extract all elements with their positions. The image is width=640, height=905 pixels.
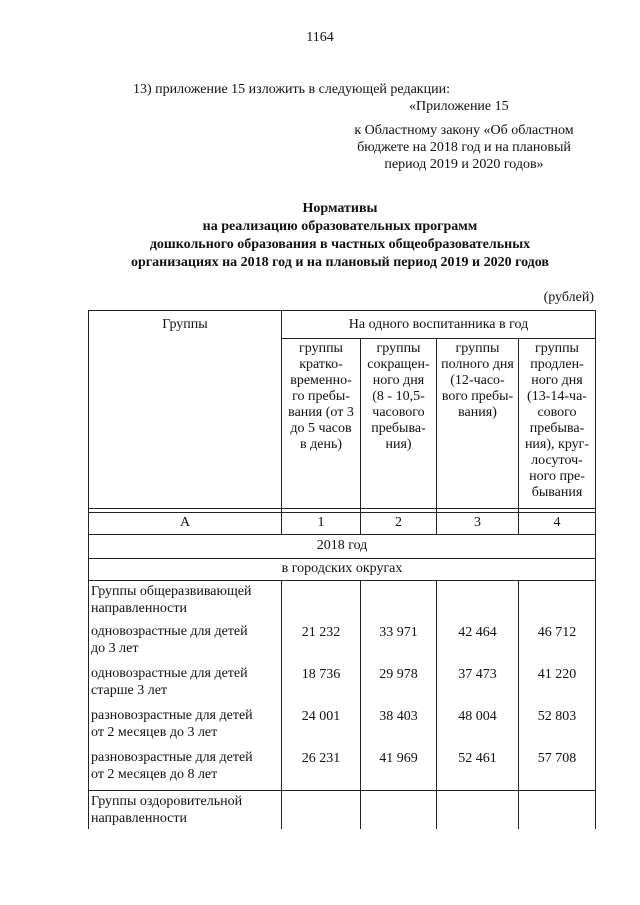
title-line: дошкольного образования в частных общеобразовательных	[149, 237, 531, 252]
table-row	[89, 705, 596, 747]
index-cell: А	[89, 513, 282, 535]
table-row	[89, 621, 596, 663]
page-number: 1164	[306, 30, 334, 45]
table-row	[89, 747, 596, 791]
intro-text: 13) приложение 15 изложить в следующей редакции:	[133, 82, 450, 97]
row-label: одновозрастные для детей до 3 лет	[89, 621, 282, 663]
subheader-reduced-day: группы сокращен- ного дня (8 - 10,5- часового пребыва- ния)	[361, 339, 437, 509]
norms-table	[88, 310, 596, 829]
table-row	[89, 663, 596, 705]
row-label: разновозрастные для детей от 2 месяцев до 3 лет	[89, 705, 282, 747]
appendix-label: «Приложение 15	[409, 99, 509, 114]
subheader-short-stay: группы кратко- временно- го пребы- вания (от 3 до 5 часов в день)	[282, 339, 361, 509]
document-title	[60, 200, 620, 272]
value-cell: 42 464	[437, 621, 519, 663]
value-cell: 46 712	[519, 621, 596, 663]
value-cell: 18 736	[282, 663, 361, 705]
law-reference	[334, 122, 594, 173]
district-label: в городских округах	[89, 559, 596, 581]
per-child-header: На одного воспитанника в год	[282, 311, 596, 339]
value-cell: 41 969	[361, 747, 437, 791]
value-cell: 48 004	[437, 705, 519, 747]
subheader-full-day: группы полного дня (12-часо- вого пребы- вания)	[437, 339, 519, 509]
groups-header: Группы	[89, 311, 282, 509]
value-cell: 37 473	[437, 663, 519, 705]
year-row	[89, 535, 596, 559]
value-cell: 21 232	[282, 621, 361, 663]
section-label: Группы оздоровительной направленности	[89, 791, 282, 829]
title-line: Нормативы	[302, 201, 378, 216]
district-row	[89, 559, 596, 581]
index-cell: 1	[282, 513, 361, 535]
value-cell: 33 971	[361, 621, 437, 663]
section-row	[89, 581, 596, 621]
table-header-row	[89, 311, 596, 339]
title-line: организациях на 2018 год и на плановый период 2019 и 2020 годов	[131, 255, 549, 270]
law-reference-line: бюджете на 2018 год и на плановый	[357, 140, 571, 155]
section-row	[89, 791, 596, 829]
index-row	[89, 513, 596, 535]
index-cell: 3	[437, 513, 519, 535]
index-cell: 4	[519, 513, 596, 535]
value-cell: 24 001	[282, 705, 361, 747]
value-cell: 26 231	[282, 747, 361, 791]
law-reference-line: к Областному закону «Об областном	[354, 123, 574, 138]
row-label: одновозрастные для детей старше 3 лет	[89, 663, 282, 705]
value-cell: 52 461	[437, 747, 519, 791]
year-label: 2018 год	[89, 535, 596, 559]
section-label: Группы общеразвивающей направленности	[89, 581, 282, 621]
value-cell: 57 708	[519, 747, 596, 791]
row-label: разновозрастные для детей от 2 месяцев до 8 лет	[89, 747, 282, 791]
title-line: на реализацию образовательных программ	[202, 219, 478, 234]
value-cell: 29 978	[361, 663, 437, 705]
units-label: (рублей)	[543, 290, 594, 305]
value-cell: 38 403	[361, 705, 437, 747]
value-cell: 41 220	[519, 663, 596, 705]
index-cell: 2	[361, 513, 437, 535]
value-cell: 52 803	[519, 705, 596, 747]
law-reference-line: период 2019 и 2020 годов»	[384, 157, 544, 172]
subheader-extended-day: группы продлен- ного дня (13-14-ча- сового пребыва- ния), круг- лосуточ- ного пре- бывания	[519, 339, 596, 509]
